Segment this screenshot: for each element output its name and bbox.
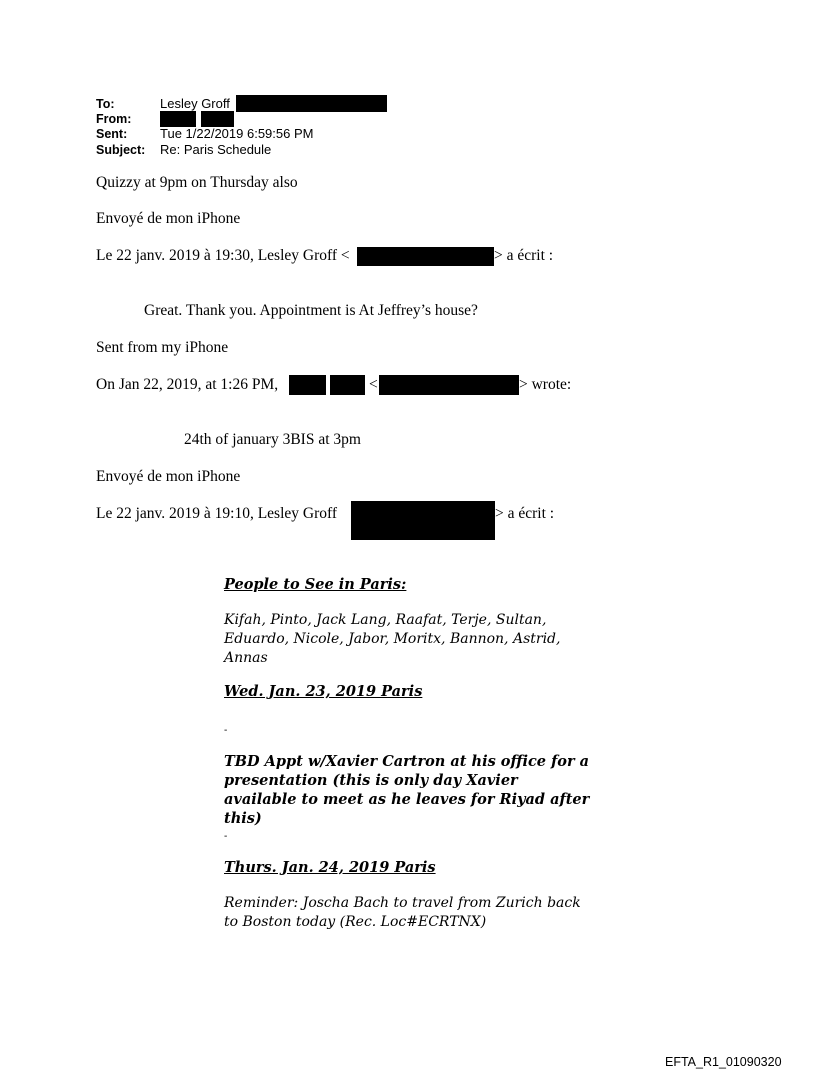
quote-header-suffix: > wrote: [519,376,572,393]
quoted-reply: Great. Thank you. Appointment is At Jeffrey’s house? [144,302,478,319]
people-list: Kifah, Pinto, Jack Lang, Raafat, Terje, Sultan, Eduardo, Nicole, Jabor, Moritx, Bannon, Astrid, Annas [224,612,561,666]
from-label: From: [96,112,132,126]
signature-line: Sent from my iPhone [96,339,229,356]
quote-header-prefix: On Jan 22, 2019, at 1:26 PM, [96,376,279,393]
signature-line: Envoyé de mon iPhone [96,210,241,227]
quote-header-lt: < [369,376,378,393]
redaction-box [357,247,494,266]
redaction-box [379,375,519,395]
list-dash: - [224,725,228,736]
document-id: EFTA_R1_01090320 [665,1055,782,1069]
redaction-box [289,375,326,395]
wed-heading: Wed. Jan. 23, 2019 Paris [224,683,423,700]
quoted-reply: 24th of january 3BIS at 3pm [184,431,361,448]
subject-value: Re: Paris Schedule [160,142,272,157]
subject-label: Subject: [96,143,146,157]
thu-item: Reminder: Joscha Bach to travel from Zurich back to Boston today (Rec. Loc#ECRTNX) [224,895,581,930]
to-value: Lesley Groff [160,96,230,111]
quote-header-prefix: Le 22 janv. 2019 à 19:30, Lesley Groff < [96,247,350,264]
people-heading: People to See in Paris: [224,576,407,593]
thu-heading: Thurs. Jan. 24, 2019 Paris [224,859,436,876]
redaction-box [351,501,495,540]
quote-header-suffix: > a écrit : [494,247,554,264]
to-label: To: [96,97,115,111]
redaction-box [201,111,234,127]
sent-value: Tue 1/22/2019 6:59:56 PM [160,126,314,141]
wed-item: TBD Appt w/Xavier Cartron at his office for a presentation (this is only day Xavier available to meet as he leaves for Riyad after this) [224,753,590,827]
redaction-box [160,111,196,127]
sent-label: Sent: [96,127,128,141]
redaction-box [236,95,387,112]
redaction-box [330,375,365,395]
quote-header-prefix: Le 22 janv. 2019 à 19:10, Lesley Groff [96,505,338,522]
message-line: Quizzy at 9pm on Thursday also [96,174,298,191]
signature-line: Envoyé de mon iPhone [96,468,241,485]
list-dash: - [224,831,228,842]
quote-header-suffix: > a écrit : [495,505,555,522]
